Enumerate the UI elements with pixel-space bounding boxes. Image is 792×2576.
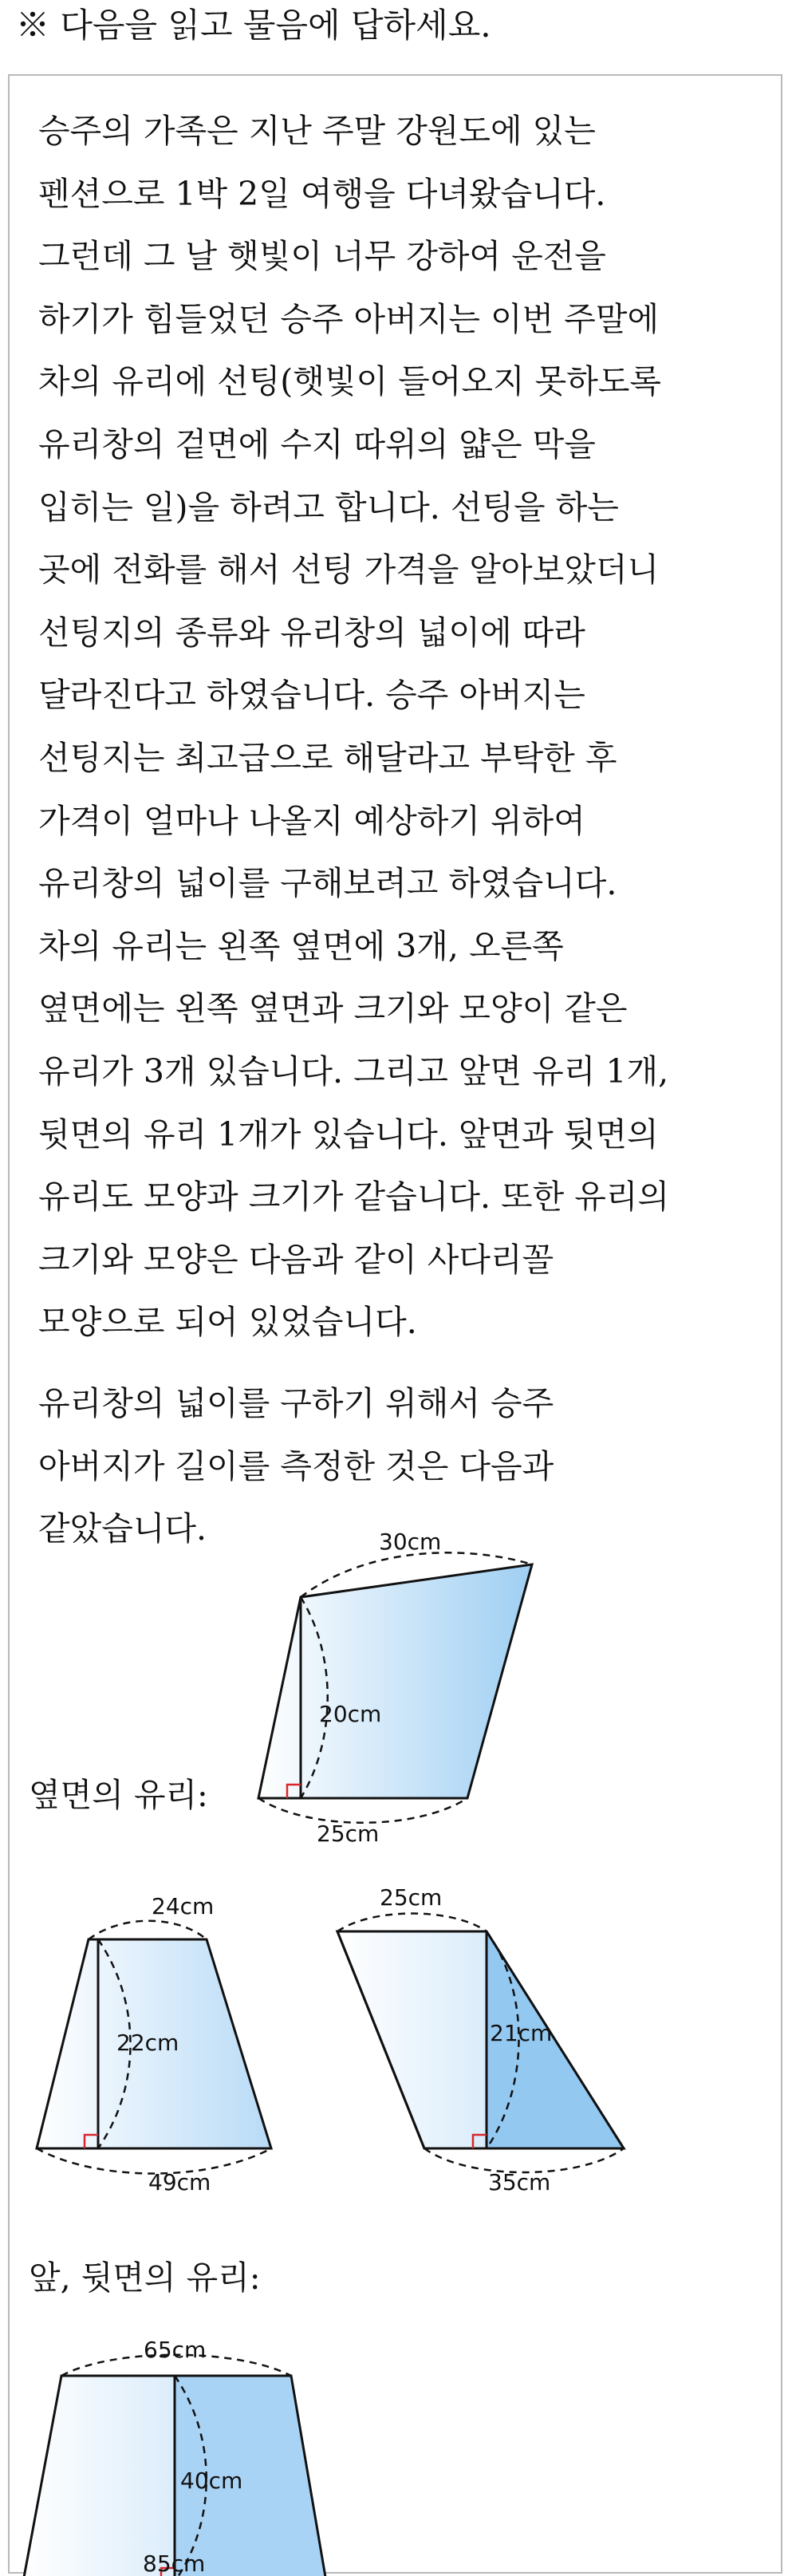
top-length-label: 25cm [380, 1884, 443, 1911]
passage-line: 하기가 힘들었던 승주 아버지는 이번 주말에 [38, 299, 660, 338]
side-parallelogram-figure [258, 1529, 532, 1847]
height-length-label: 20cm [319, 1701, 382, 1727]
passage-line: 펜션으로 1박 2일 여행을 다녀왔습니다. [38, 174, 606, 213]
bottom-length-label: 49cm [148, 2169, 211, 2195]
front-back-trapezoid-figure [23, 2337, 326, 2576]
instruction-text: ※ 다음을 읽고 물음에 답하세요. [16, 6, 491, 45]
side-glass-label: 옆면의 유리: [29, 1776, 208, 1814]
bottom-dimension-arc [258, 1798, 467, 1823]
measure-line: 같았습니다. [38, 1509, 207, 1548]
passage-line: 유리도 모양과 크기가 같습니다. 또한 유리의 [38, 1178, 670, 1217]
passage-line: 유리창의 겉면에 수지 따위의 얇은 막을 [38, 424, 596, 464]
height-length-label: 40cm [180, 2468, 243, 2494]
passage-line: 입히는 일)을 하려고 합니다. 선팅을 하는 [38, 487, 619, 527]
passage-line: 가격이 얼마나 나올지 예상하기 위하여 [38, 801, 585, 840]
passage-line: 유리가 3개 있습니다. 그리고 앞면 유리 1개, [38, 1051, 669, 1091]
passage-box [8, 74, 782, 2574]
passage-line: 옆면에는 왼쪽 옆면과 크기와 모양이 같은 [38, 989, 628, 1028]
bottom-length-label: 25cm [317, 1821, 380, 1847]
passage-line: 그런데 그 날 햇빛이 너무 강하여 운전을 [38, 237, 606, 276]
measure-line: 아버지가 길이를 측정한 것은 다음과 [38, 1446, 554, 1485]
top-length-label: 30cm [379, 1529, 442, 1555]
top-dimension-arc [89, 1921, 207, 1939]
bottom-length-label: 35cm [488, 2169, 551, 2195]
top-length-label: 24cm [152, 1893, 215, 1919]
front-back-glass-label: 앞, 뒷면의 유리: [29, 2258, 261, 2297]
passage-line: 승주의 가족은 지난 주말 강원도에 있는 [38, 112, 596, 150]
top-length-label: 65cm [144, 2337, 207, 2363]
side-parallelogram-glass [258, 1564, 532, 1798]
passage-line: 달라진다고 하였습니다. 승주 아버지는 [38, 676, 585, 715]
passage-line: 차의 유리는 왼쪽 옆면에 3개, 오른쪽 [38, 926, 564, 965]
side-trapezoid-left-figure [37, 1893, 271, 2195]
passage-line: 차의 유리에 선팅(햇빛이 들어오지 못하도록 [38, 362, 662, 401]
passage-line: 유리창의 넓이를 구해보려고 하였습니다. [38, 864, 617, 903]
passage-line: 선팅지의 종류와 유리창의 넓이에 따라 [38, 613, 585, 652]
passage-line: 크기와 모양은 다음과 같이 사다리꼴 [38, 1240, 554, 1279]
top-dimension-arc [337, 1914, 487, 1932]
glass-figures [10, 76, 784, 2575]
measure-line: 유리창의 넓이를 구하기 위해서 승주 [38, 1384, 554, 1422]
height-length-label: 21cm [490, 2020, 553, 2046]
passage-line: 선팅지는 최고급으로 해달라고 부탁한 후 [38, 738, 617, 777]
side-trapezoid-right-figure [337, 1884, 624, 2195]
passage-line: 뒷면의 유리 1개가 있습니다. 앞면과 뒷면의 [38, 1114, 659, 1154]
bottom-length-label: 85cm [143, 2550, 206, 2576]
height-length-label: 22cm [116, 2030, 179, 2056]
passage-line: 모양으로 되어 있었습니다. [38, 1303, 417, 1342]
passage-line: 곳에 전화를 해서 선팅 가격을 알아보았더니 [38, 550, 660, 590]
